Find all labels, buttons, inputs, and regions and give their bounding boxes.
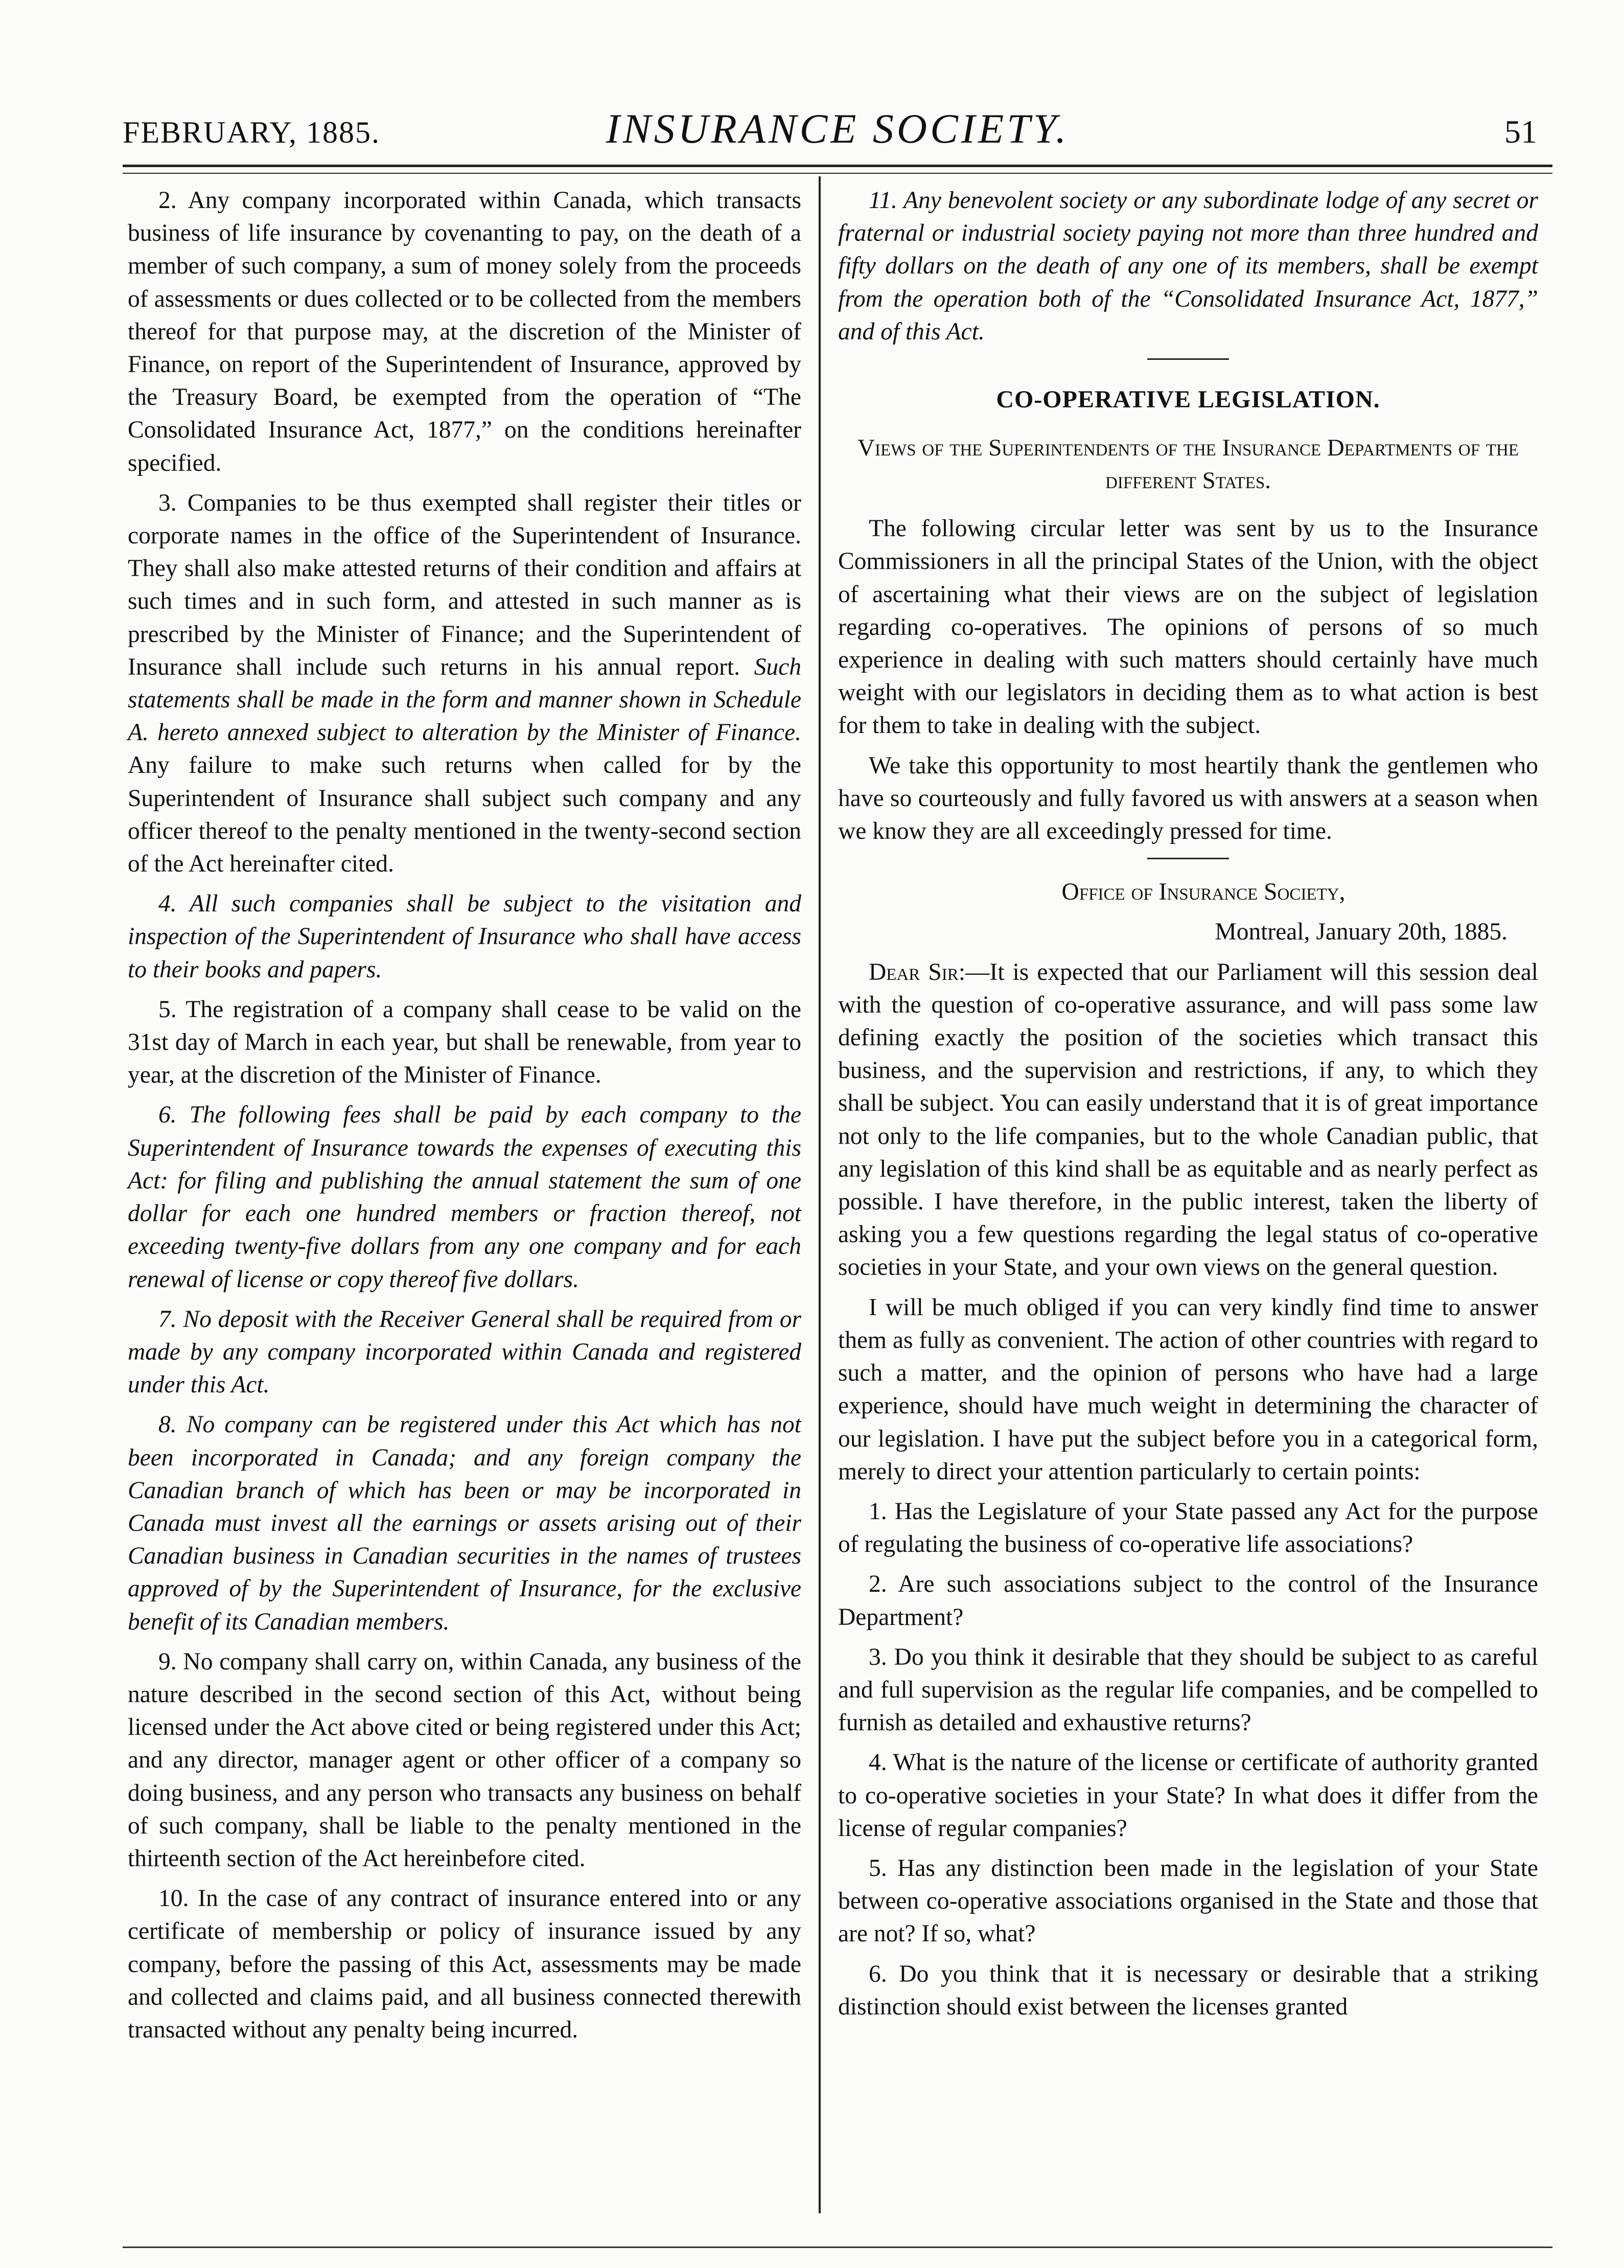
question-4: 4. What is the nature of the license or certificate of authority granted to co-operative societies in your State? In what does it differ from the license of regular companies? <box>838 1749 1538 1842</box>
section-7: 7. No deposit with the Receiver General shall be required from or made by any company incorporated within Canada and registered under this Act. <box>128 1305 801 1399</box>
question-6: 6. Do you think that it is necessary or desirable that a striking distinction should exist between the licenses granted <box>838 1960 1538 2020</box>
page-header <box>123 105 1552 166</box>
salutation: Dear Sir <box>869 958 959 986</box>
column-divider <box>819 176 821 2213</box>
section-4: 4. All such companies shall be subject to the visitation and inspection of the Superintendent of Insurance who shall have access to their books and papers. <box>128 890 801 983</box>
question-2: 2. Are such associations subject to the control of the Insurance Department? <box>838 1571 1538 1631</box>
section-8: 8. No company can be registered under this Act which has not been incorporated in Canada; and any foreign company the Canadian branch of which has been or may be incorporated in Canada must invest all the earnings or assets arising out of their Canadian business in Canadian securities in the names of trustees approved of by the Superintendent of Insurance, for the exclusive benefit of its Canadian members. <box>128 1411 801 1635</box>
section-3 <box>128 487 801 880</box>
section-3-tail: Any failure to make such returns when called for by the Superintendent of Insurance shall subject such company and any officer thereof to the penalty mentioned in the twenty-second section of the Act hereinafter cited. <box>128 752 801 878</box>
letter-paragraph-1-text: :—It is expected that our Parliament will this session deal with the question of co-operative assurance, and will pass some law defining exactly the position of the societies which transact this business, and the supervision and restrictions, if any, to which they shall be subject. You can easily understand that it is of great importance not only to the life companies, but to the whole Canadian public, that any legislation of this kind shall be as equitable and as nearly perfect as possible. I have therefore, in the public interest, taken the liberty of asking you a few questions regarding the legal status of co-operative societies in your State, and your own views on the general question. <box>838 958 1538 1281</box>
question-5: 5. Has any distinction been made in the legislation of your State between co-operative associations organised in the State and those that are not? If so, what? <box>838 1854 1538 1948</box>
article-subheading: Views of the Superintendents of the Insurance Departments of the different States. <box>857 434 1519 494</box>
left-column <box>128 184 801 2053</box>
intro-paragraph: The following circular letter was sent by us to the Insurance Commissioners in all the principal States of the Union, with the object of ascertaining what their views are on the subject of legislation regarding co-operatives. The opinions of persons of so much experience in dealing with such matters should certainly have much weight with our legislators in deciding them as to what action is best for them to take in dealing with the subject. <box>838 515 1538 739</box>
letter-paragraph-2: I will be much obliged if you can very kindly find time to answer them as fully as convenient. The action of other countries with regard to such a matter, and the opinion of persons who have had a large experience, should have much weight in determining the character of our legislation. I have put the subject before you in a categorical form, merely to direct your attention particularly to certain points: <box>838 1294 1538 1485</box>
section-11: 11. Any benevolent society or any subordinate lodge of any secret or fraternal or industrial society paying not more than three hundred and fifty dollars on the death of any one of its members, shall be exempt from the operation both of the “Consolidated Insurance Act, 1877,” and of this Act. <box>838 187 1538 345</box>
page-number: 51 <box>1504 113 1537 150</box>
question-3: 3. Do you think it desirable that they should be subject to as careful and full supervision as the regular life companies, and be compelled to furnish as detailed and exhaustive returns? <box>838 1643 1538 1736</box>
letter-dateline: Montreal, January 20th, 1885. <box>1215 919 1507 946</box>
thanks-paragraph: We take this opportunity to most heartily thank the gentlemen who have so courteously and fully favored us with answers at a season when we know they are all exceedingly pressed for time. <box>838 752 1538 845</box>
section-9: 9. No company shall carry on, within Canada, any business of the nature described in the second section of this Act, without being licensed under the Act above cited or being registered under this Act; and any director, manager agent or other officer of a company so doing business, and any person who transacts any business on behalf of such company, shall be liable to the penalty mentioned in the thirteenth section of the Act hereinbefore cited. <box>128 1648 801 1872</box>
article-heading: CO-OPERATIVE LEGISLATION. <box>996 386 1380 414</box>
letter-rule <box>1147 858 1229 859</box>
section-rule <box>1147 358 1229 360</box>
section-6: 6. The following fees shall be paid by each company to the Superintendent of Insurance towards the expenses of executing this Act: for filing and publishing the annual statement the sum of one dollar for each one hundred members or fraction thereof, not exceeding twenty-five dollars from any one company and for each renewal of license or copy thereof five dollars. <box>128 1102 801 1293</box>
section-2: 2. Any company incorporated within Canada, which transacts business of life insurance by covenanting to pay, on the death of a member of such company, a sum of money solely from the proceeds of assessments or dues collected or to be collected from the members thereof for that purpose may, at the discretion of the Minister of Finance, on report of the Superintendent of Insurance, approved by the Treasury Board, be exempted from the operation of “The Consolidated Insurance Act, 1877,” on the conditions hereinafter specified. <box>128 187 801 476</box>
section-3-italic: Such statements shall be made in the form and manner shown in Schedule A. hereto annexed subject to alteration by the Minister of Finance. <box>128 653 801 746</box>
section-5: 5. The registration of a company shall cease to be valid on the 31st day of March in each year, but shall be renewable, from year to year, at the discretion of the Minister of Finance. <box>128 996 801 1089</box>
header-rule-thin <box>123 173 1552 174</box>
section-10: 10. In the case of any contract of insurance entered into or any certificate of membership or policy of insurance issued by any company, before the passing of this Act, assessments may be made and collected and claims paid, and all business connected therewith transacted without any penalty being incurred. <box>128 1885 801 2043</box>
letter-paragraph-1 <box>838 956 1538 1284</box>
issue-date: FEBRUARY, 1885. <box>123 116 381 149</box>
publication-title: INSURANCE SOCIETY. <box>606 105 1070 152</box>
right-column <box>838 184 1538 2030</box>
section-3-text: 3. Companies to be thus exempted shall register their titles or corporate names in the office of the Superintendent of Insurance. They shall also make attested returns of their condition and affairs at such times and in such form, and attested in such manner as is prescribed by the Minister of Finance; and the Superintendent of Insurance shall include such returns in his annual report. <box>128 489 801 680</box>
question-1: 1. Has the Legislature of your State passed any Act for the purpose of regulating the business of co-operative life associations? <box>838 1498 1538 1558</box>
footer-rule <box>123 2247 1552 2248</box>
header-rule-thick <box>123 165 1552 167</box>
office-line: Office of Insurance Society, <box>1061 879 1345 906</box>
